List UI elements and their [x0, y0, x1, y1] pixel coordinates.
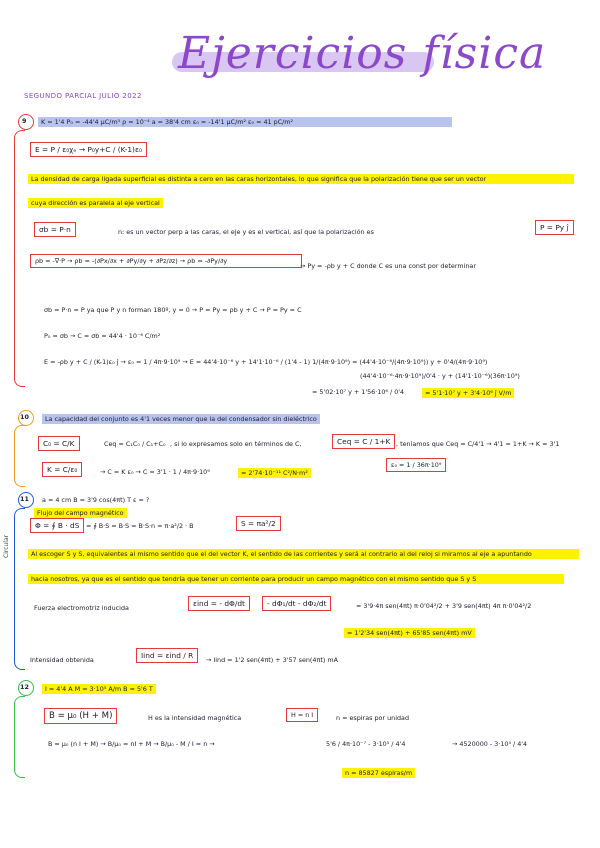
q11-fem-expression: = 3'9·4π sen(4πt) π·0'04²/2 + 3'9 sen(4πt) 4π π·0'04²/2	[356, 602, 532, 610]
q10-k-box: K = C/ε₀	[42, 462, 82, 477]
q10-ceq-box: Ceq = C / 1+K	[332, 434, 395, 449]
q11-phi-expr: = ∮ B·S = B·S = B·S·n = π·a²/2 · B	[86, 522, 194, 530]
q10-text: La capacidad del conjunto es 4'1 veces menor que la del condensador sin dieléctrico	[42, 414, 320, 424]
q12-text-2: n = espiras por unidad	[336, 714, 409, 722]
q10-bracket	[14, 425, 25, 487]
q9-bracket	[14, 130, 25, 387]
q10-number: 10	[20, 413, 29, 421]
q10-eps0-box: ε₀ = 1 / 36π·10⁹	[386, 458, 446, 472]
q10-answer: = 2'74·10⁻¹¹ C²/N·m²	[238, 468, 311, 478]
q9-py-equation: → Py = -ρb y + C donde C es una const por determinar	[300, 262, 476, 270]
q9-text-1: La densidad de carga ligada superficial es distinta a cero en las caras horizontales, lo que significa que la polarización tiene que ser un vector	[28, 174, 574, 184]
q9-given: K = 1'4 P₀ = -44'4 μC/m³ ρ = 10⁻⁴ a = 38'4 cm ε₀ = -14'1 μC/m² ε₀ = 41 pC/m²	[38, 117, 452, 127]
q12-calc: B = μ₀ (n I + M) → B/μ₀ = nI + M → B/μ₀ - M / I = n →	[48, 740, 215, 748]
side-note: Circular	[3, 534, 10, 558]
q12-number: 12	[20, 683, 29, 691]
q9-text-3: n: es un vector perp a las caras, el eje y es el vertical, así que la polarización es	[118, 228, 374, 236]
q11-fem-box-2: - dΦ₁/dt - dΦ₂/dt	[262, 596, 331, 611]
q11-i-label: Intensidad obtenida	[30, 656, 94, 664]
q11-text-1: Al escoger S y S, equivalentes al mismo sentido que el del vector K, el sentido de las corrientes y será al contrario al del reloj si miramos al eje a apuntando	[28, 549, 579, 559]
q11-given: a = 4 cm B = 3'9 cos(4πt) T ε = ?	[42, 496, 150, 504]
q10-text-3: , teníamos que Ceq = C/4'1 → 4'1 = 1+K → K = 3'1	[396, 440, 560, 448]
q11-i-box: Iind = εind / R	[136, 648, 198, 663]
q9-number: 9	[22, 117, 27, 125]
q11-s-box: S = πa²/2	[236, 516, 281, 531]
q11-fem-answer: = 1'2'34 sen(4πt) + 65'85 sen(4πt) mV	[344, 628, 475, 638]
q11-bracket	[14, 508, 25, 670]
q12-b-box: B = μ₀ (H + M)	[44, 708, 117, 724]
q9-line-5: = 5'02·10⁷ y + 1'56·10⁶ / 0'4	[312, 388, 405, 396]
q9-e-definition: E = P / ε₀χₑ → P₀y+C / (K-1)ε₀	[30, 142, 147, 157]
q11-text-2: hacia nosotros, ya que es el sentido que tendría que tener un corriente para producir un campo magnético con el mismo sentido que S y S	[28, 574, 564, 584]
q9-sigma-box: σb = P·n	[34, 222, 76, 237]
q9-rho-box: ρb = -∇·P → ρb = -(∂Px/∂x + ∂Py/∂y + ∂Pz/∂z) → ρb = -∂Py/∂y	[30, 254, 302, 268]
q11-title: Flujo del campo magnético	[34, 508, 127, 518]
q10-c0-box: C₀ = C/K	[38, 436, 80, 451]
q11-i-answer: → Iind = 1'2 sen(4πt) + 3'57 sen(4πt) mA	[206, 656, 338, 664]
q9-line-2: σb = P·n = P ya que P y n forman 180º, y = 0 → P = Py = ρb y + C → P = Py = C	[44, 306, 302, 314]
subtitle: SEGUNDO PARCIAL JULIO 2022	[24, 92, 142, 100]
q11-phi-box: Φ = ∮ B · dS	[30, 518, 84, 533]
q11-fem-label: Fuerza electromotriz inducida	[34, 604, 129, 612]
q11-fem-box: εind = - dΦ/dt	[188, 596, 250, 611]
q9-answer: = 5'1·10⁷ y + 3'4·10⁶ ĵ V/m	[422, 388, 514, 398]
q10-ceq-a: Ceq = C₁C₀ / C₁+C₀	[104, 440, 166, 448]
page-title: Ejercicios física	[178, 28, 547, 79]
q12-calc-2: 5'6 / 4π·10⁻⁷ - 3·10⁵ / 4'4	[326, 740, 406, 748]
q12-given: I = 4'4 A M = 3·10⁵ A/m B = 5'6 T	[42, 684, 156, 694]
q12-h-box: H = n I	[286, 708, 318, 722]
q9-line-3: P₀ = σb → C = σb = 44'4 · 10⁻⁶ C/m²	[44, 332, 161, 340]
q12-text-1: H es la intensidad magnética	[148, 714, 242, 722]
q12-bracket	[14, 696, 25, 778]
q9-polarization-box: P = Py ĵ	[535, 220, 574, 235]
q9-line-4: E = -ρb y + C / (K-1)ε₀ ĵ → ε₀ = 1 / 4π·9·10⁹ → E = 44'4·10⁻⁶ y + 14'1·10⁻⁶ / (1'4 - 1) 1/(4π·9·10⁹) = (44'4·10⁻⁶/(4π·9·10⁹)) y + 0'4/(4π·9·10⁹)	[44, 358, 488, 366]
q12-answer: n = 85827 espiras/m	[342, 768, 415, 778]
q9-text-2: cuya dirección es paralela al eje vertical	[28, 198, 163, 208]
q12-calc-3: → 4520000 - 3·10⁵ / 4'4	[452, 740, 528, 748]
q10-text-2: , si lo expresamos solo en términos de C,	[170, 440, 302, 448]
q10-k-calc: → C = K ε₀ → C = 3'1 · 1 / 4π·9·10⁹	[100, 468, 210, 476]
q11-number: 11	[20, 495, 29, 503]
q9-line-4b: (44'4·10⁻⁶·4π·9·10⁹)/0'4 · y + (14'1·10⁻⁶)(36π·10⁹)	[360, 372, 520, 380]
